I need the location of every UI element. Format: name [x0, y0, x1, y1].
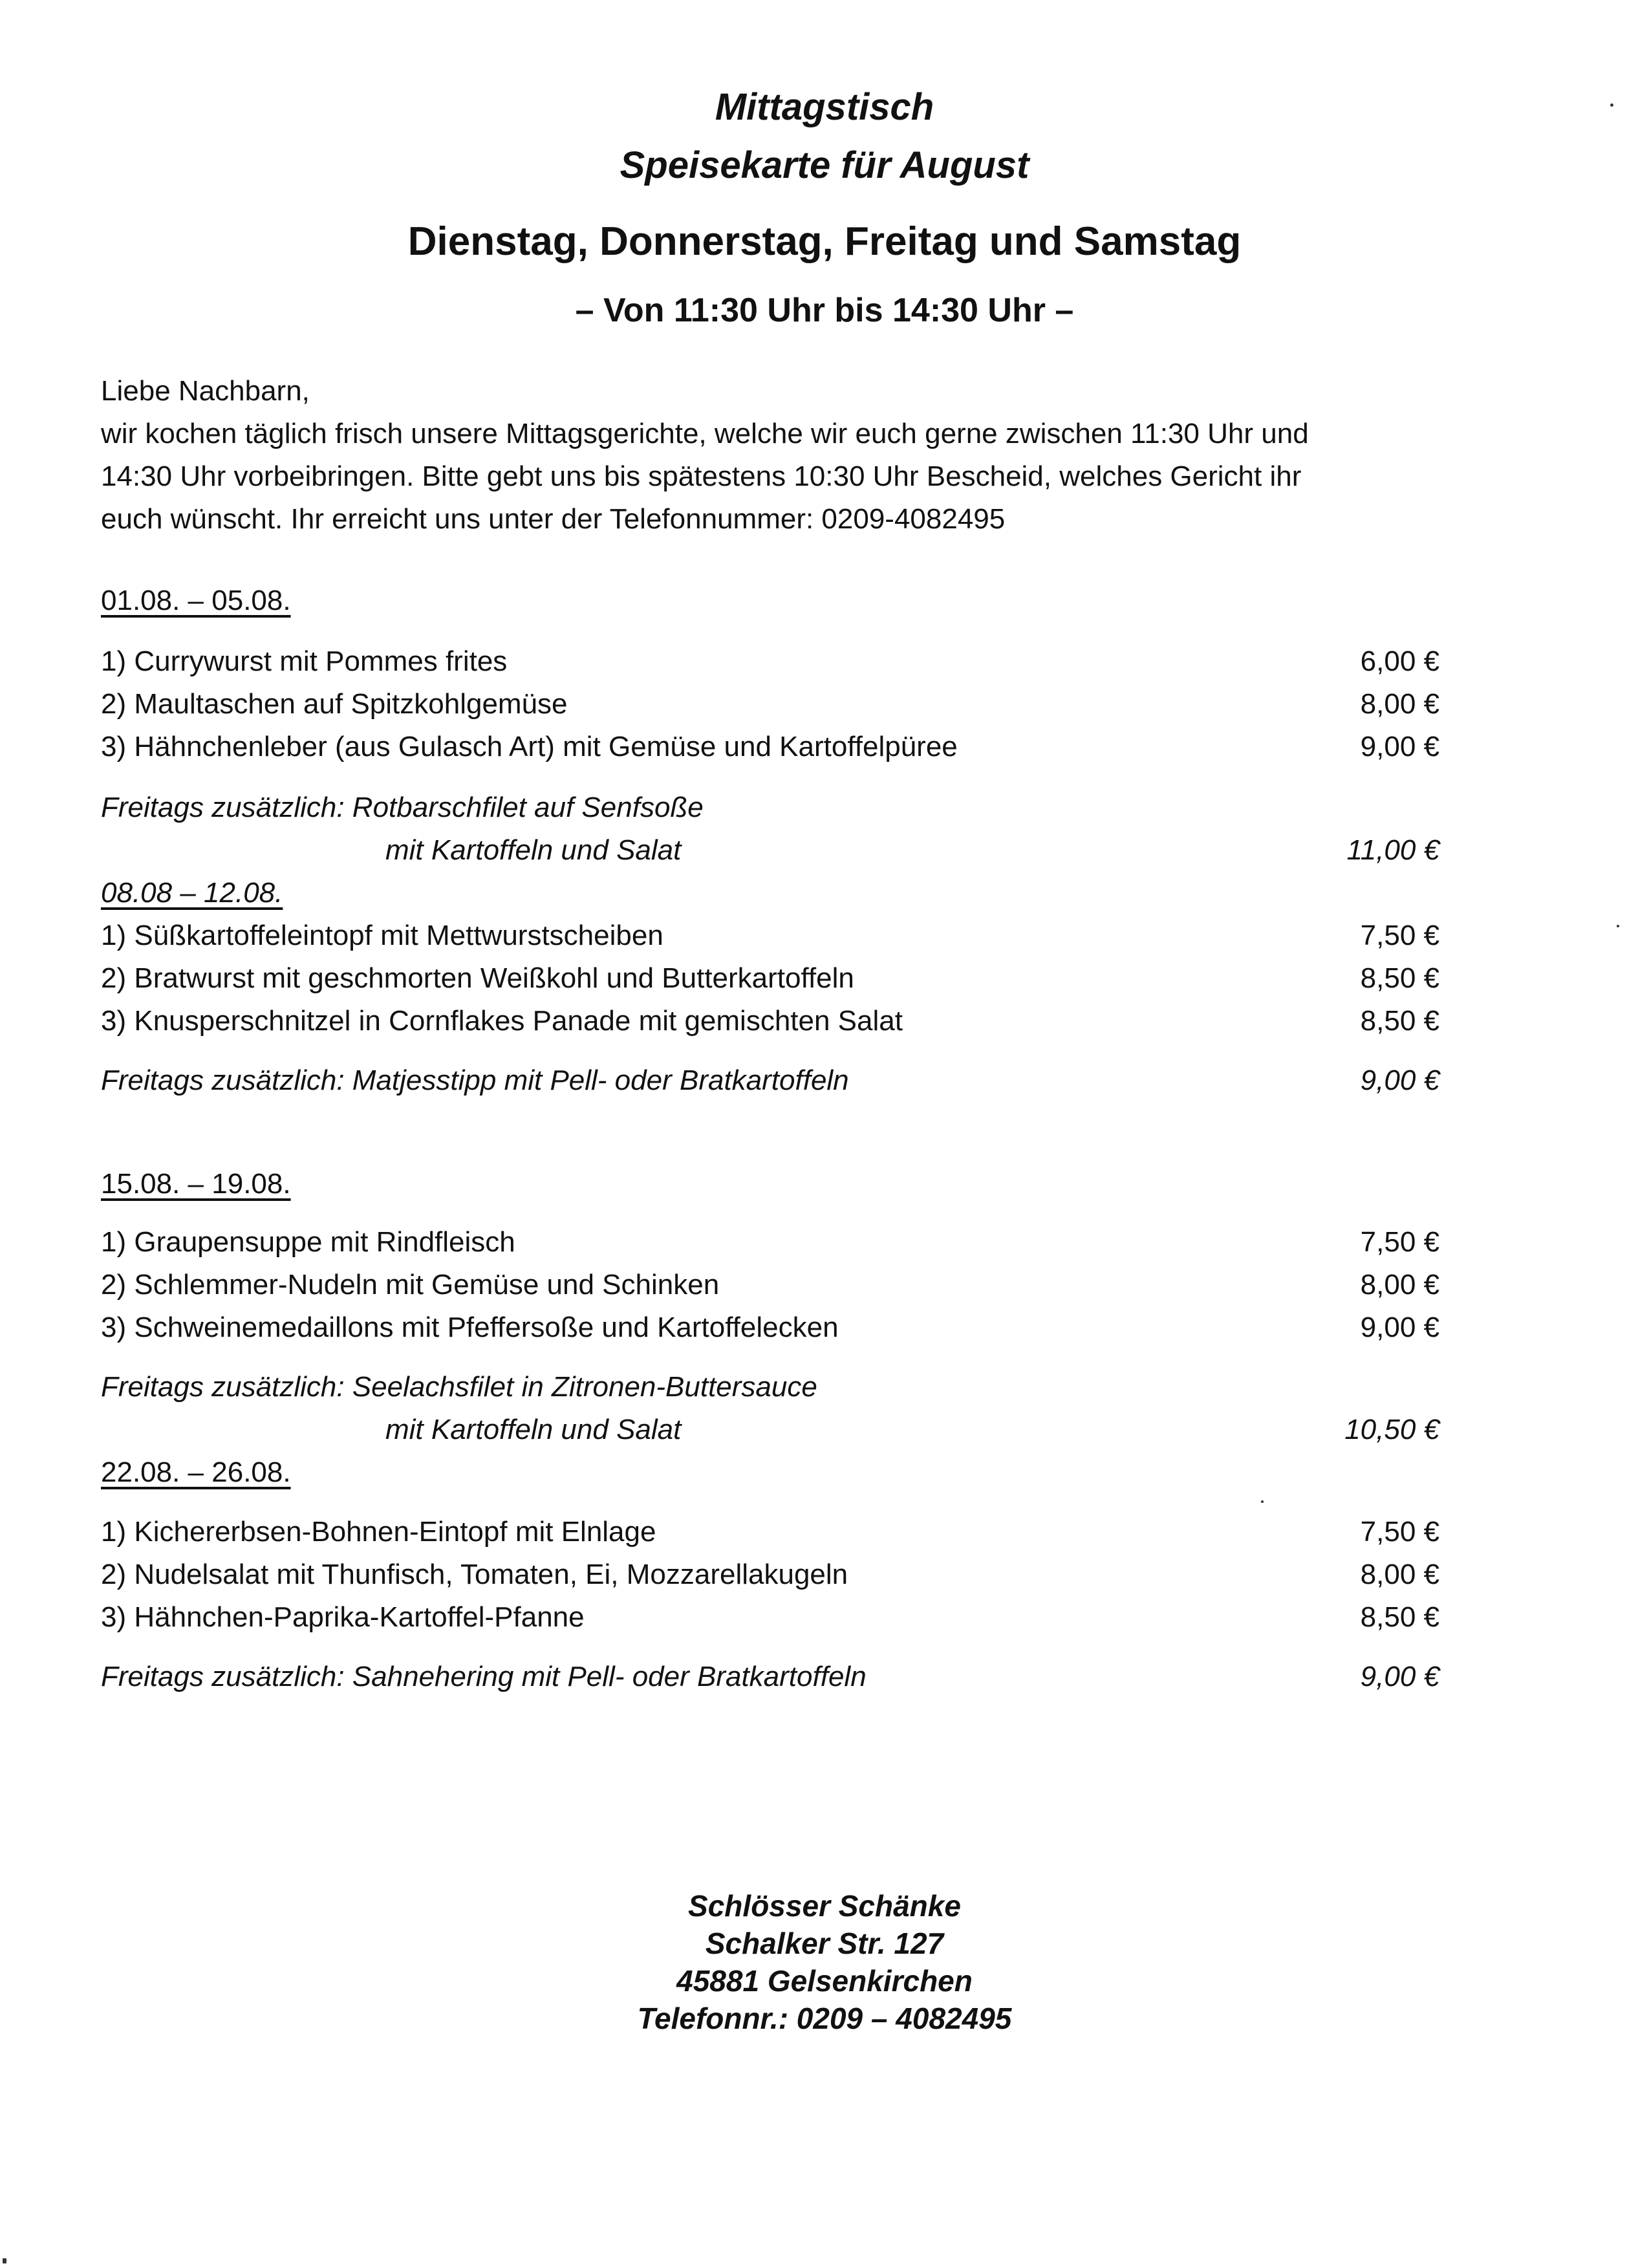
- friday-special-price: 9,00 €: [1360, 1661, 1439, 1692]
- service-days: Dienstag, Donnerstag, Freitag und Samstag: [407, 219, 1242, 264]
- friday-special-price: 9,00 €: [1360, 1064, 1439, 1096]
- scan-speck: [1261, 1500, 1264, 1503]
- intro-line-3: euch wünscht. Ihr erreicht uns unter der Telefonnummer: 0209-4082495: [101, 503, 1006, 535]
- dish-name: 2) Maultaschen auf Spitzkohlgemüse: [101, 688, 568, 720]
- dish-name: 1) Currywurst mit Pommes frites: [101, 645, 508, 677]
- week-4-range: 22.08. – 26.08.: [101, 1456, 291, 1488]
- week-3-item-1: [101, 1226, 1439, 1269]
- friday-special-price: 11,00 €: [1346, 834, 1439, 866]
- intro-line-1: wir kochen täglich frisch unsere Mittagsgerichte, welche wir euch gerne zwischen 11:30 Uhr und: [101, 418, 1309, 449]
- dish-name: 3) Hähnchenleber (aus Gulasch Art) mit Gemüse und Kartoffelpüree: [101, 731, 958, 762]
- dish-name: 1) Süßkartoffeleintopf mit Mettwurstscheiben: [101, 920, 663, 951]
- week-2-item-1: [101, 920, 1439, 962]
- restaurant-name: Schlösser Schänke: [688, 1889, 961, 1923]
- scan-speck: [1617, 925, 1619, 927]
- week-2-item-3: [101, 1005, 1439, 1048]
- week-2-range: 08.08 – 12.08.: [101, 877, 283, 909]
- restaurant-address: [0, 1887, 1649, 2037]
- week-4-friday-special: [101, 1661, 1439, 1703]
- week-4-item-3: [101, 1601, 1439, 1644]
- week-3-item-2: [101, 1269, 1439, 1312]
- dish-price: 8,50 €: [1360, 1005, 1439, 1037]
- dish-name: 3) Schweinemedaillons mit Pfeffersoße und Kartoffelecken: [101, 1312, 839, 1343]
- intro-line-2: 14:30 Uhr vorbeibringen. Bitte gebt uns bis spätestens 10:30 Uhr Bescheid, welches Gericht ihr: [101, 460, 1302, 492]
- restaurant-phone: Telefonnr.: 0209 – 4082495: [637, 2002, 1012, 2035]
- dish-price: 8,50 €: [1360, 1601, 1439, 1633]
- scan-speck: [1610, 103, 1613, 107]
- friday-special-price: 10,50 €: [1344, 1414, 1439, 1445]
- friday-special-line-2: mit Kartoffeln und Salat: [385, 834, 682, 866]
- dish-name: 3) Knusperschnitzel in Cornflakes Panade mit gemischten Salat: [101, 1005, 903, 1037]
- dish-price: 7,50 €: [1360, 1516, 1439, 1548]
- intro-greeting: Liebe Nachbarn,: [101, 375, 310, 407]
- dish-name: 1) Kichererbsen-Bohnen-Eintopf mit Elnlage: [101, 1516, 656, 1548]
- friday-special-line-1: Freitags zusätzlich: Matjesstipp mit Pell- oder Bratkartoffeln: [101, 1064, 849, 1096]
- friday-special-line-1: Freitags zusätzlich: Rotbarschfilet auf Senfsoße: [101, 792, 704, 823]
- dish-price: 6,00 €: [1360, 645, 1439, 677]
- week-3-friday-special: [101, 1371, 1439, 1414]
- dish-price: 7,50 €: [1360, 920, 1439, 951]
- week-2-friday-special: [101, 1064, 1439, 1107]
- dish-name: 2) Bratwurst mit geschmorten Weißkohl und Butterkartoffeln: [101, 962, 854, 994]
- week-3-item-3: [101, 1312, 1439, 1354]
- week-4-item-2: [101, 1559, 1439, 1601]
- week-2-item-2: [101, 962, 1439, 1005]
- dish-price: 8,00 €: [1360, 688, 1439, 720]
- page-title: Mittagstisch: [715, 86, 934, 128]
- dish-price: 9,00 €: [1360, 1312, 1439, 1343]
- dish-name: 3) Hähnchen-Paprika-Kartoffel-Pfanne: [101, 1601, 585, 1633]
- friday-special-line-2: mit Kartoffeln und Salat: [385, 1414, 682, 1445]
- dish-price: 8,00 €: [1360, 1269, 1439, 1301]
- week-4-item-1: [101, 1516, 1439, 1559]
- week-1-item-1: [101, 645, 1439, 688]
- dish-name: 2) Schlemmer-Nudeln mit Gemüse und Schinken: [101, 1269, 720, 1301]
- dish-price: 8,50 €: [1360, 962, 1439, 994]
- page-subtitle: Speisekarte für August: [620, 144, 1029, 186]
- dish-name: 2) Nudelsalat mit Thunfisch, Tomaten, Ei, Mozzarellakugeln: [101, 1559, 848, 1590]
- week-1-range: 01.08. – 05.08.: [101, 585, 291, 616]
- week-3-range: 15.08. – 19.08.: [101, 1168, 291, 1200]
- restaurant-street: Schalker Str. 127: [705, 1927, 944, 1960]
- week-3-friday-special-cont: [101, 1414, 1439, 1456]
- intro-text: [101, 370, 1521, 541]
- dish-name: 1) Graupensuppe mit Rindfleisch: [101, 1226, 515, 1258]
- week-1-friday-special: [101, 792, 1439, 834]
- dish-price: 8,00 €: [1360, 1559, 1439, 1590]
- dish-price: 7,50 €: [1360, 1226, 1439, 1258]
- week-1-friday-special-cont: [101, 834, 1439, 877]
- friday-special-line-1: Freitags zusätzlich: Sahnehering mit Pell- oder Bratkartoffeln: [101, 1661, 867, 1692]
- restaurant-city: 45881 Gelsenkirchen: [676, 1964, 973, 1998]
- week-1-item-2: [101, 688, 1439, 731]
- service-hours: – Von 11:30 Uhr bis 14:30 Uhr –: [575, 292, 1074, 329]
- week-1-item-3: [101, 731, 1439, 773]
- scan-speck: [3, 2258, 6, 2263]
- dish-price: 9,00 €: [1360, 731, 1439, 762]
- friday-special-line-1: Freitags zusätzlich: Seelachsfilet in Zitronen-Buttersauce: [101, 1371, 817, 1403]
